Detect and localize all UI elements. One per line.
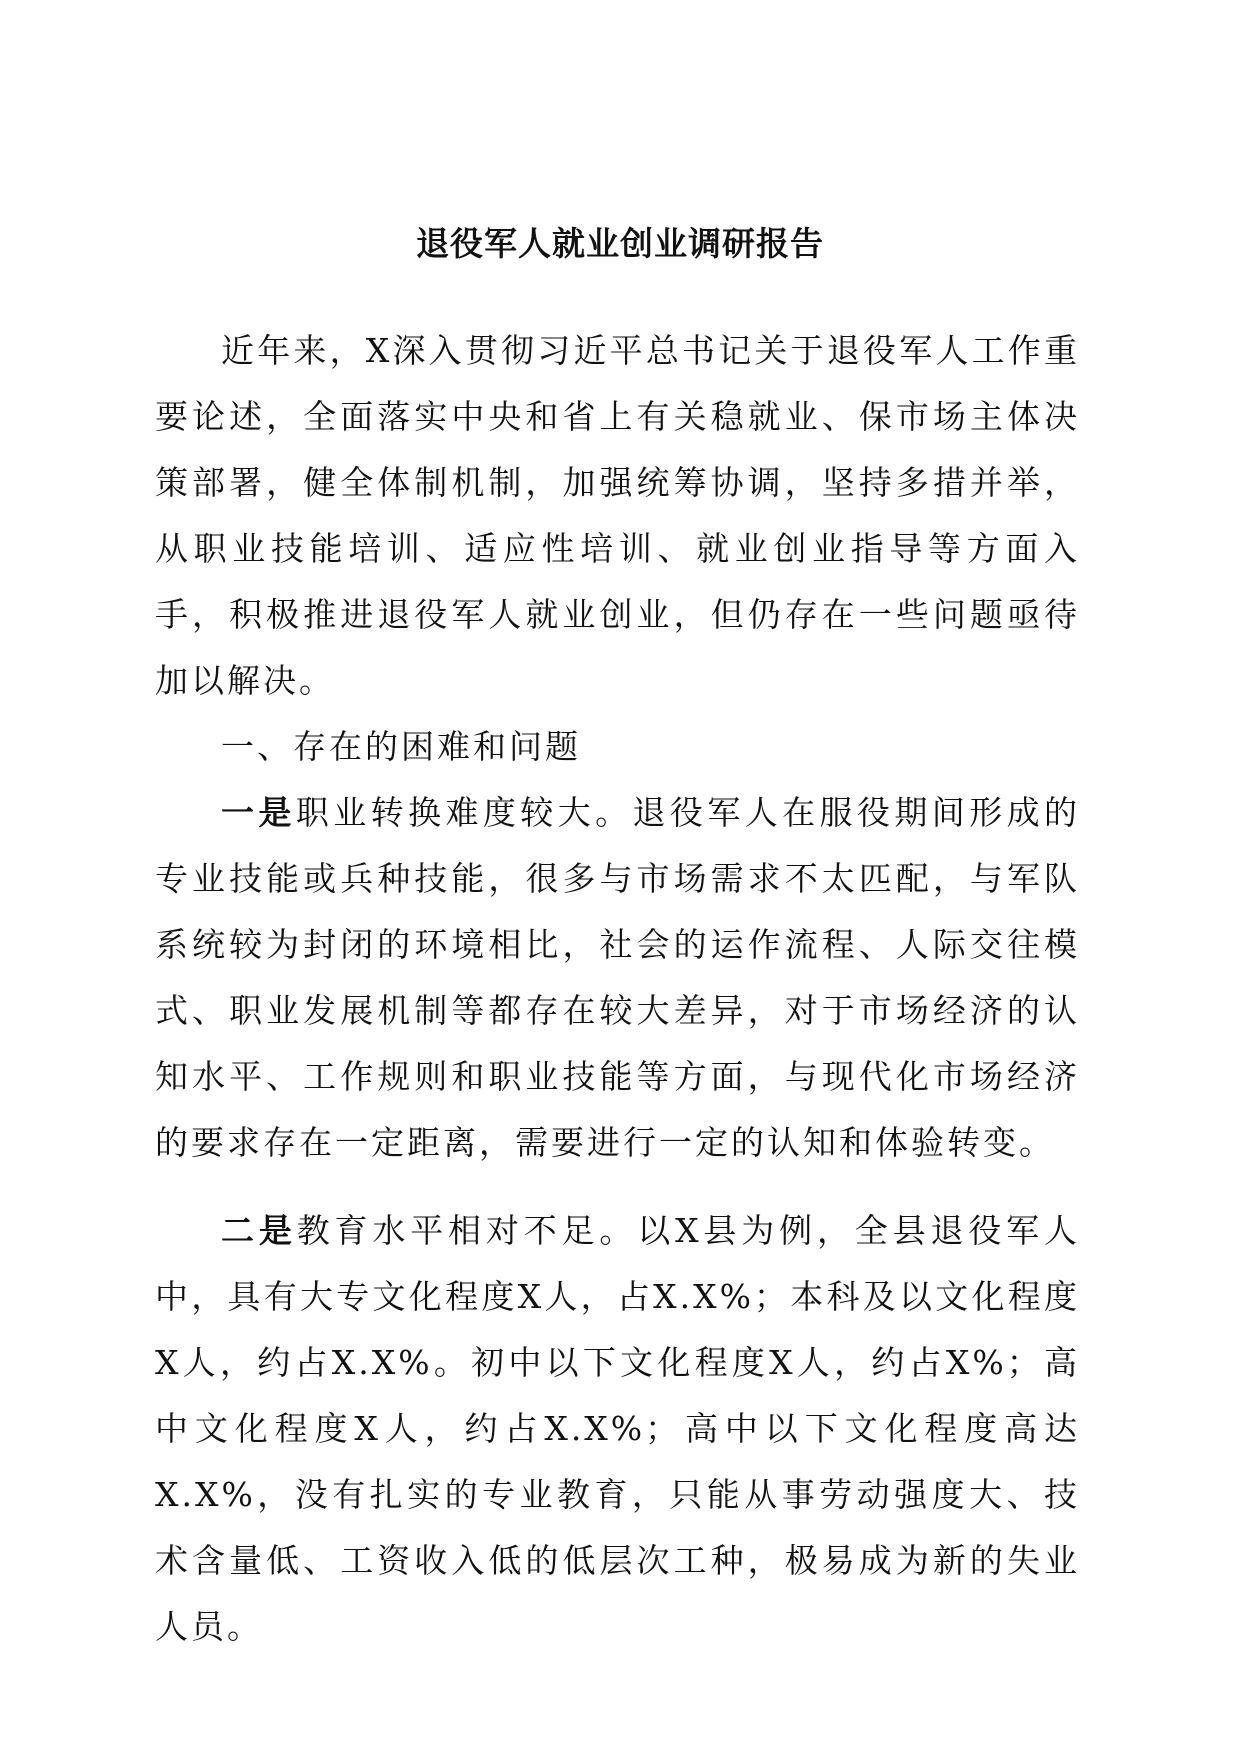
- document-body: [155, 318, 1080, 1660]
- section-heading: 一、存在的困难和问题: [221, 727, 581, 766]
- point-text-1: 职业转换难度较大。退役军人在服役期间形成的专业技能或兵种技能，很多与市场需求不太匹配，与军队系统较为封闭的环境相比，社会的运作流程、人际交往模式、职业发展机制等都存在较大差异，对于市场经济的认知水平、工作规则和职业技能等方面，与现代化市场经济的要求存在一定距离，需要进行一定的认知和体验转变。: [155, 793, 1081, 1162]
- point-paragraph-1: [155, 780, 1080, 1176]
- intro-paragraph: 近年来，X深入贯彻习近平总书记关于退役军人工作重要论述，全面落实中央和省上有关稳就业、保市场主体决策部署，健全体制机制，加强统筹协调，坚持多措并举，从职业技能培训、适应性培训、就业创业指导等方面入手，积极推进退役军人就业创业，但仍存在一些问题亟待加以解决。: [155, 331, 1080, 700]
- point-lead-2: 二是: [221, 1211, 297, 1250]
- point-paragraph-2: [155, 1198, 1080, 1660]
- point-lead-1: 一是: [221, 793, 296, 832]
- document-title: 退役军人就业创业调研报告: [416, 224, 824, 263]
- point-text-2: 教育水平相对不足。以X县为例，全县退役军人中，具有大专文化程度X人，占X.X%；本科及以文化程度X人，约占X.X%。初中以下文化程度X人，约占X%；高中文化程度X人，约占X.X%；高中以下文化程度高达X.X%，没有扎实的专业教育，只能从事劳动强度大、技术含量低、工资收入低的低层次工种，极易成为新的失业人员。: [155, 1211, 1080, 1646]
